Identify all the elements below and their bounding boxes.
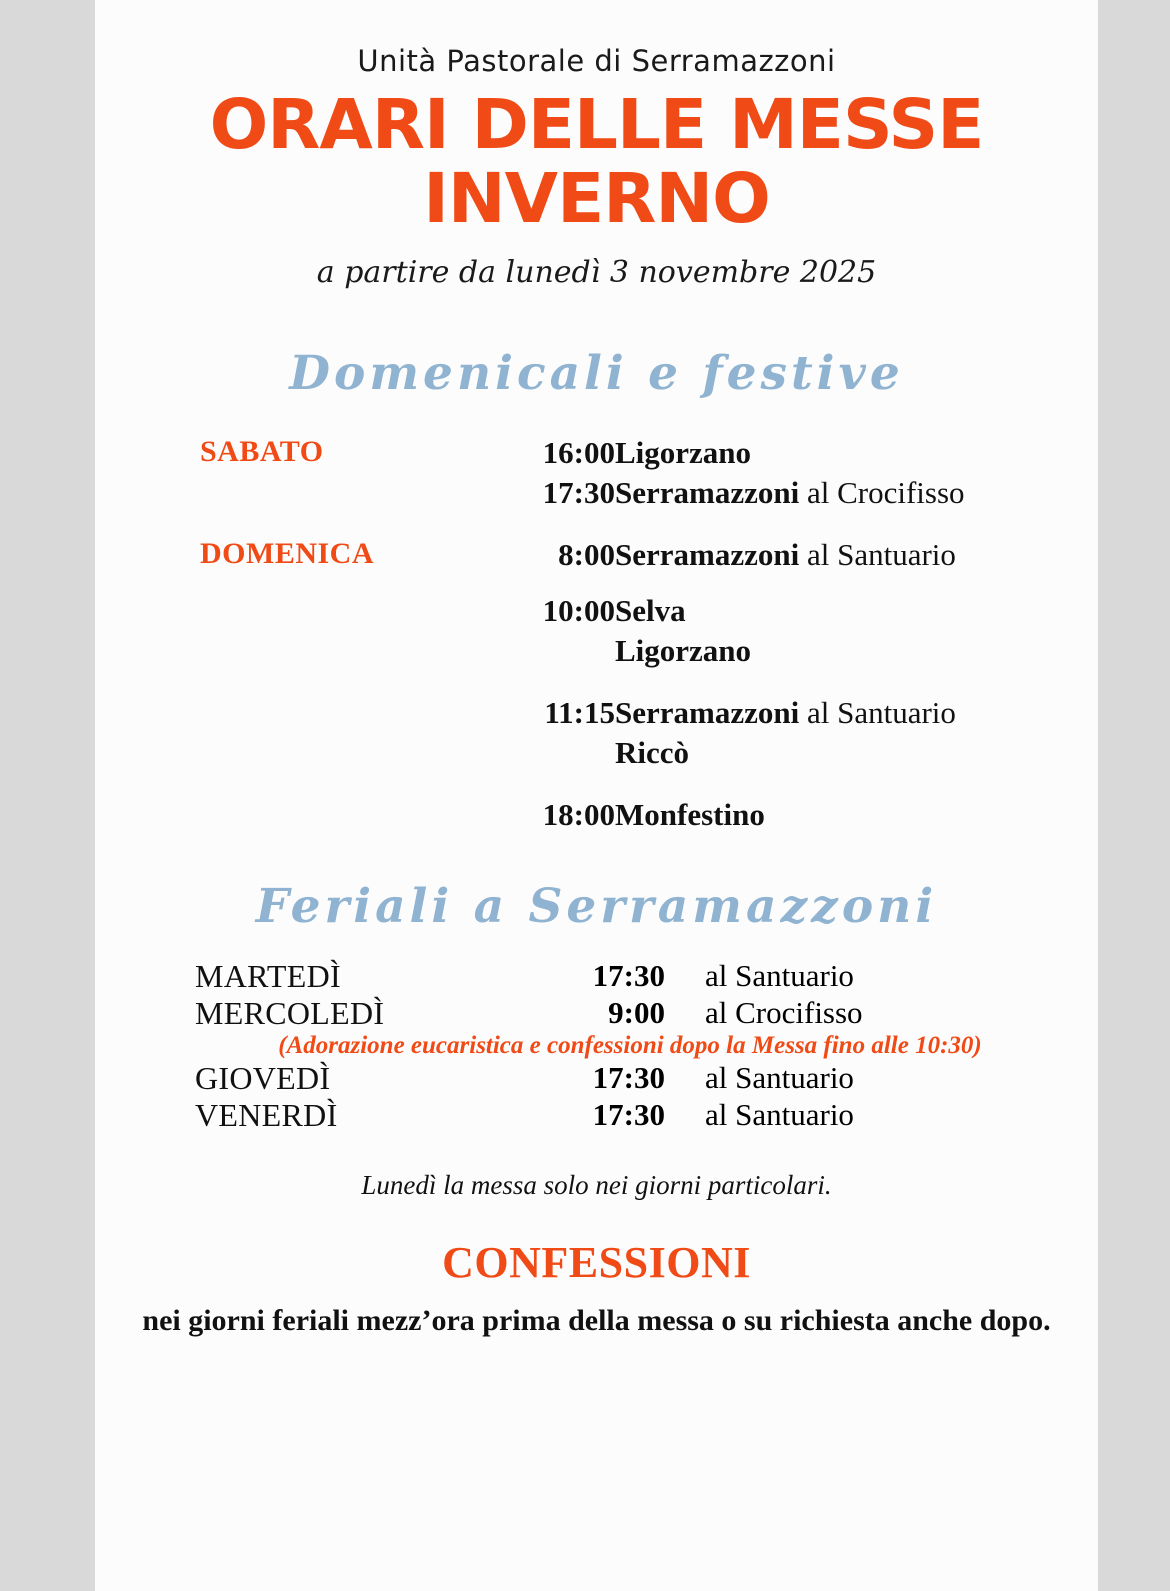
- poster-page: [95, 0, 1098, 1591]
- table-row: [195, 1060, 1065, 1097]
- mass-place-main: Ligorzano: [615, 435, 752, 471]
- mass-place: [615, 669, 1080, 731]
- page-title: [95, 85, 1098, 239]
- mass-place-main: Selva: [615, 593, 686, 629]
- mass-place: [615, 731, 1080, 771]
- day-label: [200, 669, 450, 731]
- mass-place-main: Serramazzoni: [615, 537, 800, 573]
- mass-time: 17:30: [592, 958, 665, 994]
- mass-time: 17:30: [542, 475, 615, 511]
- mass-time: 9:00: [608, 995, 665, 1031]
- day-label: [200, 629, 450, 669]
- monday-note: Lunedì la messa solo nei giorni particolari.: [361, 1170, 832, 1201]
- mass-place-detail: al Santuario: [799, 537, 956, 573]
- page-title-line2: INVERNO: [423, 158, 770, 239]
- mass-place-detail: al Crocifisso: [799, 475, 965, 511]
- mass-place: [615, 435, 1080, 471]
- section-heading-weekday: Feriali a Serramazzoni: [255, 879, 938, 935]
- mass-time: [450, 629, 615, 669]
- mass-time: [450, 731, 615, 771]
- mass-place: [615, 573, 1080, 629]
- mass-place-main: Serramazzoni: [615, 475, 800, 511]
- mass-time: 8:00: [558, 537, 615, 573]
- mass-place-main: Serramazzoni: [615, 695, 800, 731]
- mass-place-main: Monfestino: [615, 797, 765, 833]
- mass-time: 11:15: [544, 695, 615, 731]
- mass-place-main: Ligorzano: [615, 633, 752, 669]
- day-label: GIOVEDÌ: [195, 1060, 331, 1097]
- page-right-margin: [1098, 0, 1170, 1591]
- weekday-schedule-table: [195, 958, 1065, 1134]
- table-row: [200, 629, 1080, 669]
- mass-place: al Santuario: [705, 1060, 854, 1096]
- day-label: DOMENICA: [200, 537, 374, 571]
- mass-place: [615, 471, 1080, 511]
- mass-place: al Santuario: [705, 958, 854, 994]
- day-label: SABATO: [200, 435, 324, 469]
- day-label: MARTEDÌ: [195, 958, 341, 995]
- table-row: [200, 511, 1080, 573]
- mass-time: 17:30: [592, 1060, 665, 1096]
- table-row: [200, 573, 1080, 629]
- mass-place: [615, 771, 1080, 833]
- day-label: [200, 573, 450, 629]
- day-label: MERCOLEDÌ: [195, 995, 385, 1032]
- mass-time: 17:30: [592, 1097, 665, 1133]
- confessions-title: CONFESSIONI: [442, 1238, 751, 1288]
- sunday-schedule-table: [200, 435, 1080, 833]
- table-row: [200, 435, 1080, 471]
- confessions-text: nei giorni feriali mezz’ora prima della messa o su richiesta anche dopo.: [142, 1304, 1051, 1338]
- table-row: [200, 731, 1080, 771]
- adoration-note: (Adorazione eucaristica e confessioni dopo la Messa fino alle 10:30): [278, 1032, 982, 1060]
- effective-date: a partire da lunedì 3 novembre 2025: [316, 255, 877, 291]
- mass-place: al Crocifisso: [705, 995, 863, 1031]
- day-label: VENERDÌ: [195, 1097, 338, 1134]
- table-row: [200, 771, 1080, 833]
- table-row: [195, 995, 1065, 1032]
- day-label: [200, 471, 450, 511]
- mass-time: 18:00: [542, 797, 615, 833]
- mass-place: al Santuario: [705, 1097, 854, 1133]
- section-heading-sunday: Domenicali e festive: [289, 346, 904, 402]
- mass-place-detail: al Santuario: [799, 695, 956, 731]
- day-label: [200, 731, 450, 771]
- table-row-note: [195, 1032, 1065, 1060]
- table-row: [200, 471, 1080, 511]
- day-label: [200, 771, 450, 833]
- mass-place-main: Riccò: [615, 735, 690, 771]
- table-row: [195, 958, 1065, 995]
- table-row: [195, 1097, 1065, 1134]
- parish-name: Unità Pastorale di Serramazzoni: [357, 44, 836, 78]
- page-left-margin: [0, 0, 95, 1591]
- mass-time: 10:00: [542, 593, 615, 629]
- table-row: [200, 669, 1080, 731]
- mass-place: [615, 511, 1080, 573]
- mass-place: [615, 629, 1080, 669]
- page-title-line1: ORARI DELLE MESSE: [209, 85, 984, 165]
- mass-time: 16:00: [542, 435, 615, 471]
